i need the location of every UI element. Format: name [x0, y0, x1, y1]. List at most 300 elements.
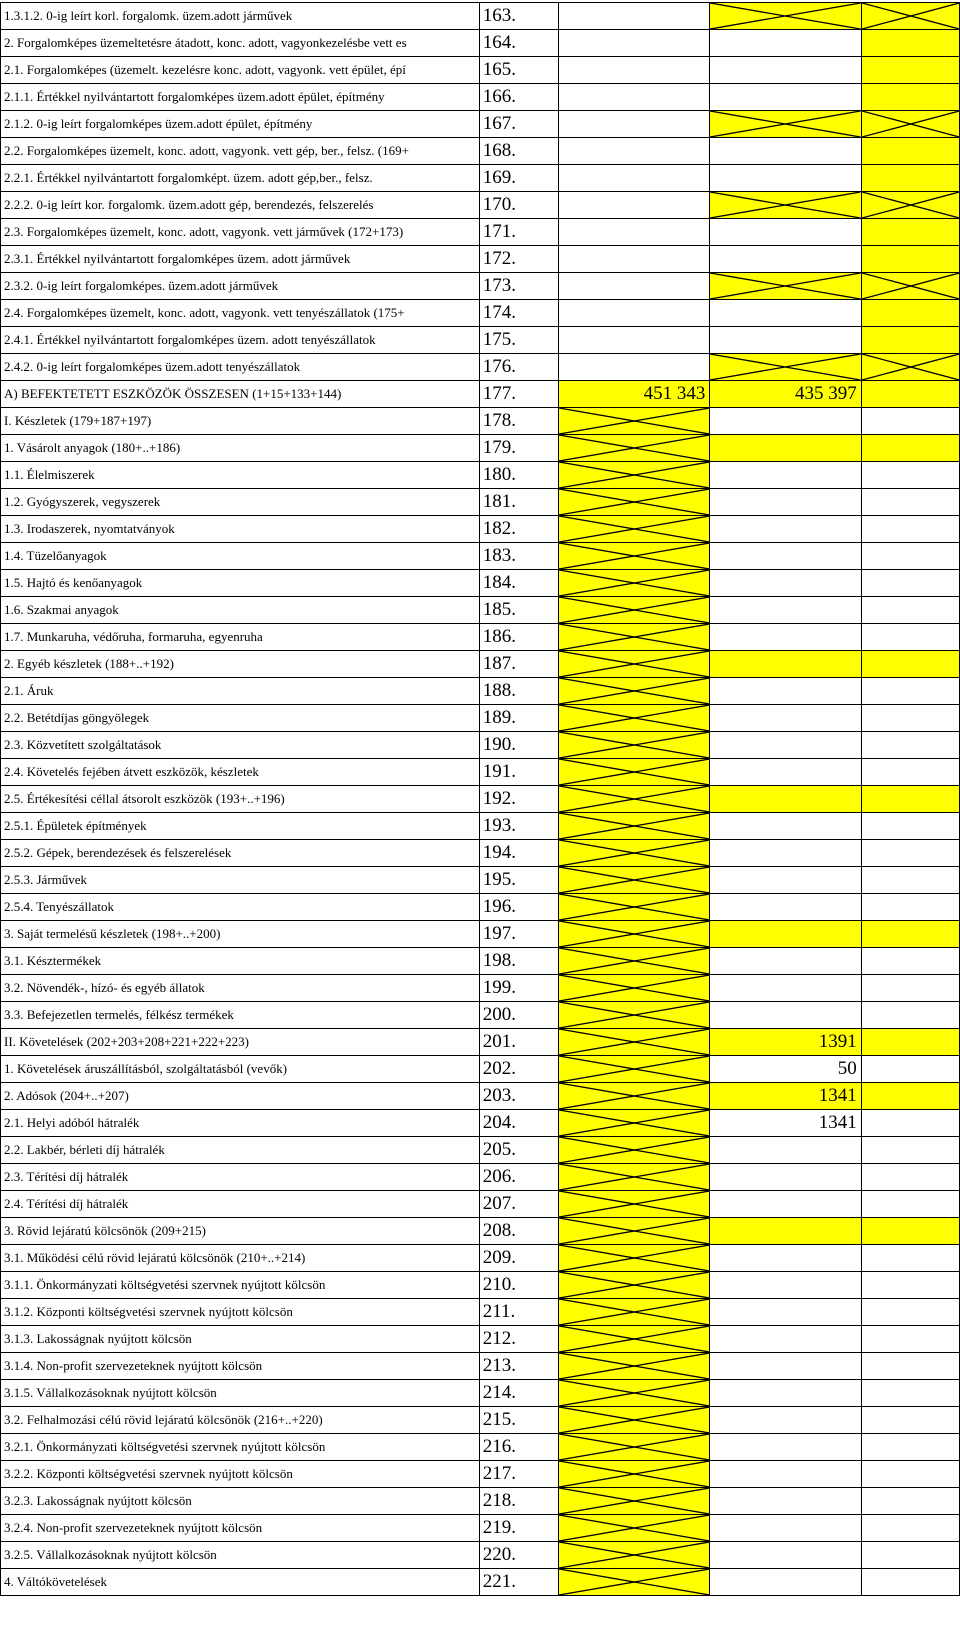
table-row: [1, 408, 960, 435]
row-number: 185.: [479, 597, 558, 624]
row-number: 189.: [479, 705, 558, 732]
value-cell-col2: [710, 1434, 861, 1461]
cross-out-icon: [559, 543, 709, 569]
row-label: 3.2. Felhalmozási célú rövid lejáratú kölcsönök (216+..+220): [1, 1407, 480, 1434]
table-row: [1, 354, 960, 381]
balance-sheet-table: [0, 2, 960, 1596]
value-cell-col1: [558, 273, 709, 300]
value-cell-col1: [558, 111, 709, 138]
value-cell-col3: [861, 1434, 959, 1461]
table-row: [1, 1191, 960, 1218]
value-cell-col2: [710, 57, 861, 84]
table-row: [1, 1272, 960, 1299]
table-row: [1, 813, 960, 840]
cross-out-icon: [559, 1110, 709, 1136]
row-number: 218.: [479, 1488, 558, 1515]
value-cell-col1: [558, 489, 709, 516]
value-cell-col2: [710, 705, 861, 732]
value-cell-col2: 1391: [710, 1029, 861, 1056]
row-label: 3.1.4. Non-profit szervezeteknek nyújtott kölcsön: [1, 1353, 480, 1380]
row-label: 2.2. Forgalomképes üzemelt, konc. adott, vagyonk. vett gép, ber., felsz. (169+: [1, 138, 480, 165]
cross-out-icon: [559, 840, 709, 866]
value-cell-col3: [861, 1002, 959, 1029]
row-number: 214.: [479, 1380, 558, 1407]
value-cell-col3: [861, 138, 959, 165]
value-cell-col1: [558, 867, 709, 894]
value-cell-col1: [558, 948, 709, 975]
value-cell-col3: [861, 651, 959, 678]
value-cell-col1: [558, 705, 709, 732]
row-number: 211.: [479, 1299, 558, 1326]
value-cell-col1: [558, 1083, 709, 1110]
table-row: [1, 1434, 960, 1461]
value-cell-col1: [558, 1002, 709, 1029]
cross-out-icon: [559, 1407, 709, 1433]
value-cell-col2: [710, 813, 861, 840]
value-cell-col2: [710, 1488, 861, 1515]
cross-out-icon: [559, 759, 709, 785]
value-cell-col3: [861, 1191, 959, 1218]
table-row: [1, 516, 960, 543]
value-cell-col3: [861, 1488, 959, 1515]
row-number: 164.: [479, 30, 558, 57]
value-cell-col1: [558, 1164, 709, 1191]
row-number: 208.: [479, 1218, 558, 1245]
value-cell-col3: [861, 840, 959, 867]
value-cell-col3: [861, 165, 959, 192]
value-cell-col2: [710, 354, 861, 381]
table-row: [1, 327, 960, 354]
cross-out-icon: [559, 1164, 709, 1190]
value-cell-col2: [710, 327, 861, 354]
cross-out-icon: [710, 3, 860, 29]
value-cell-col1: [558, 786, 709, 813]
value-cell-col3: [861, 489, 959, 516]
row-label: 2.4.2. 0-ig leírt forgalomképes üzem.adott tenyészállatok: [1, 354, 480, 381]
cross-out-icon: [559, 1083, 709, 1109]
value-cell-col1: [558, 678, 709, 705]
cross-out-icon: [559, 1191, 709, 1217]
row-label: I. Készletek (179+187+197): [1, 408, 480, 435]
cross-out-icon: [559, 732, 709, 758]
value-cell-col2: [710, 543, 861, 570]
cross-out-icon: [559, 1353, 709, 1379]
row-label: 3.2.1. Önkormányzati költségvetési szervnek nyújtott kölcsön: [1, 1434, 480, 1461]
cross-out-icon: [559, 408, 709, 434]
value-cell-col2: [710, 786, 861, 813]
cross-out-icon: [710, 111, 860, 137]
row-label: 1.3.1.2. 0-ig leírt korl. forgalomk. üzem.adott járművek: [1, 3, 480, 30]
row-label: 2.3.2. 0-ig leírt forgalomképes. üzem.adott járművek: [1, 273, 480, 300]
row-number: 168.: [479, 138, 558, 165]
row-label: 2.3.1. Értékkel nyilvántartott forgalomképes üzem. adott járművek: [1, 246, 480, 273]
cross-out-icon: [559, 1137, 709, 1163]
row-label: 2.2. Lakbér, bérleti díj hátralék: [1, 1137, 480, 1164]
cross-out-icon: [559, 1002, 709, 1028]
value-cell-col1: [558, 1542, 709, 1569]
value-cell-col1: [558, 624, 709, 651]
cross-out-icon: [559, 1029, 709, 1055]
value-cell-col1: [558, 1245, 709, 1272]
value-cell-col2: [710, 408, 861, 435]
value-cell-col2: [710, 462, 861, 489]
table-row: [1, 1326, 960, 1353]
value-cell-col1: [558, 732, 709, 759]
row-number: 171.: [479, 219, 558, 246]
row-label: 2.5.4. Tenyészállatok: [1, 894, 480, 921]
value-cell-col1: [558, 1326, 709, 1353]
value-cell-col3: [861, 813, 959, 840]
table-row: [1, 678, 960, 705]
row-label: 3.2.2. Központi költségvetési szervnek nyújtott kölcsön: [1, 1461, 480, 1488]
cross-out-icon: [559, 462, 709, 488]
row-number: 199.: [479, 975, 558, 1002]
value-cell-col1: [558, 435, 709, 462]
value-cell-col2: [710, 1272, 861, 1299]
table-row: [1, 57, 960, 84]
table-row: [1, 975, 960, 1002]
row-label: 1.5. Hajtó és kenőanyagok: [1, 570, 480, 597]
cross-out-icon: [559, 516, 709, 542]
table-row: [1, 867, 960, 894]
cross-out-icon: [559, 678, 709, 704]
row-number: 195.: [479, 867, 558, 894]
value-cell-col1: [558, 165, 709, 192]
table-row: [1, 435, 960, 462]
value-cell-col1: [558, 1515, 709, 1542]
cross-out-icon: [559, 624, 709, 650]
value-cell-col1: [558, 840, 709, 867]
value-cell-col1: [558, 516, 709, 543]
cross-out-icon: [559, 948, 709, 974]
value-cell-col3: [861, 948, 959, 975]
value-cell-col1: [558, 1137, 709, 1164]
row-number: 194.: [479, 840, 558, 867]
value-cell-col2: [710, 435, 861, 462]
value-cell-col3: [861, 84, 959, 111]
value-cell-col3: [861, 192, 959, 219]
value-cell-col1: [558, 327, 709, 354]
value-cell-col2: [710, 516, 861, 543]
table-row: [1, 1056, 960, 1083]
value-cell-col3: [861, 921, 959, 948]
cross-out-icon: [559, 1380, 709, 1406]
value-cell-col3: [861, 1515, 959, 1542]
value-cell-col3: [861, 1245, 959, 1272]
row-label: 2.2. Betétdíjas göngyölegek: [1, 705, 480, 732]
value-cell-col1: [558, 921, 709, 948]
row-label: 3.1.1. Önkormányzati költségvetési szervnek nyújtott kölcsön: [1, 1272, 480, 1299]
row-label: 2.1. Áruk: [1, 678, 480, 705]
table-row: [1, 1488, 960, 1515]
table-row: [1, 3, 960, 30]
row-number: 179.: [479, 435, 558, 462]
row-number: 174.: [479, 300, 558, 327]
value-cell-col1: [558, 597, 709, 624]
row-number: 204.: [479, 1110, 558, 1137]
value-cell-col2: [710, 3, 861, 30]
row-number: 176.: [479, 354, 558, 381]
row-label: 2.2.1. Értékkel nyilvántartott forgalomképt. üzem. adott gép,ber., felsz.: [1, 165, 480, 192]
value-cell-col1: [558, 1056, 709, 1083]
row-number: 217.: [479, 1461, 558, 1488]
row-number: 203.: [479, 1083, 558, 1110]
cross-out-icon: [559, 489, 709, 515]
row-label: 2.3. Forgalomképes üzemelt, konc. adott, vagyonk. vett járművek (172+173): [1, 219, 480, 246]
row-label: 2.1. Forgalomképes (üzemelt. kezelésre konc. adott, vagyonk. vett épület, épí: [1, 57, 480, 84]
value-cell-col2: [710, 138, 861, 165]
table-body: [1, 3, 960, 1596]
table-row: [1, 921, 960, 948]
value-cell-col3: [861, 408, 959, 435]
value-cell-col3: [861, 678, 959, 705]
row-label: 2.5. Értékesítési céllal átsorolt eszközök (193+..+196): [1, 786, 480, 813]
value-cell-col1: [558, 570, 709, 597]
cross-out-icon: [559, 1218, 709, 1244]
value-cell-col2: [710, 921, 861, 948]
value-cell-col1: [558, 1461, 709, 1488]
row-label: 3.3. Befejezetlen termelés, félkész termékek: [1, 1002, 480, 1029]
table-row: [1, 1245, 960, 1272]
value-cell-col2: [710, 30, 861, 57]
value-cell-col2: 1341: [710, 1110, 861, 1137]
value-cell-col1: [558, 219, 709, 246]
value-cell-col3: [861, 1083, 959, 1110]
value-cell-col3: [861, 327, 959, 354]
cross-out-icon: [559, 570, 709, 596]
table-row: [1, 894, 960, 921]
row-label: 3.1.3. Lakosságnak nyújtott kölcsön: [1, 1326, 480, 1353]
value-cell-col1: [558, 1218, 709, 1245]
value-cell-col3: [861, 759, 959, 786]
table-row: [1, 219, 960, 246]
value-cell-col2: [710, 894, 861, 921]
row-label: 2.3. Térítési díj hátralék: [1, 1164, 480, 1191]
value-cell-col3: [861, 975, 959, 1002]
value-cell-col2: [710, 192, 861, 219]
row-label: 2.1.2. 0-ig leírt forgalomképes üzem.adott épület, építmény: [1, 111, 480, 138]
value-cell-col1: [558, 1407, 709, 1434]
cross-out-icon: [862, 354, 959, 380]
cross-out-icon: [862, 273, 959, 299]
row-number: 213.: [479, 1353, 558, 1380]
value-cell-col1: [558, 1272, 709, 1299]
row-label: 2.5.2. Gépek, berendezések és felszerelések: [1, 840, 480, 867]
row-number: 197.: [479, 921, 558, 948]
row-label: 1.2. Gyógyszerek, vegyszerek: [1, 489, 480, 516]
value-cell-col1: [558, 462, 709, 489]
row-label: 2.5.3. Járművek: [1, 867, 480, 894]
row-label: 3.1. Késztermékek: [1, 948, 480, 975]
row-number: 178.: [479, 408, 558, 435]
row-label: 3.2.4. Non-profit szervezeteknek nyújtott kölcsön: [1, 1515, 480, 1542]
cross-out-icon: [559, 921, 709, 947]
value-cell-col1: [558, 1029, 709, 1056]
table-row: [1, 192, 960, 219]
value-cell-col2: [710, 1191, 861, 1218]
value-cell-col3: [861, 381, 959, 408]
value-cell-col2: [710, 948, 861, 975]
value-cell-col1: [558, 192, 709, 219]
cross-out-icon: [559, 867, 709, 893]
cross-out-icon: [559, 813, 709, 839]
value-cell-col3: [861, 1326, 959, 1353]
value-cell-col3: [861, 1029, 959, 1056]
value-cell-col1: [558, 30, 709, 57]
value-cell-col1: [558, 246, 709, 273]
value-cell-col3: [861, 111, 959, 138]
table-row: [1, 1299, 960, 1326]
value-cell-col2: [710, 219, 861, 246]
row-label: 2.1.1. Értékkel nyilvántartott forgalomképes üzem.adott épület, építmény: [1, 84, 480, 111]
table-row: [1, 705, 960, 732]
row-label: 3.2.3. Lakosságnak nyújtott kölcsön: [1, 1488, 480, 1515]
row-label: 1.3. Irodaszerek, nyomtatványok: [1, 516, 480, 543]
value-cell-col3: [861, 705, 959, 732]
row-number: 184.: [479, 570, 558, 597]
cross-out-icon: [559, 1245, 709, 1271]
value-cell-col2: [710, 1218, 861, 1245]
row-number: 219.: [479, 1515, 558, 1542]
value-cell-col3: [861, 1164, 959, 1191]
table-row: [1, 489, 960, 516]
value-cell-col1: [558, 57, 709, 84]
value-cell-col1: [558, 651, 709, 678]
row-number: 180.: [479, 462, 558, 489]
value-cell-col2: [710, 1245, 861, 1272]
value-cell-col2: [710, 1515, 861, 1542]
table-row: [1, 1137, 960, 1164]
value-cell-col2: [710, 1407, 861, 1434]
table-row: [1, 1218, 960, 1245]
value-cell-col2: [710, 84, 861, 111]
table-row: [1, 1029, 960, 1056]
table-row: [1, 246, 960, 273]
table-row: [1, 381, 960, 408]
value-cell-col1: [558, 813, 709, 840]
cross-out-icon: [559, 1272, 709, 1298]
row-label: 3. Rövid lejáratú kölcsönök (209+215): [1, 1218, 480, 1245]
table-row: [1, 111, 960, 138]
row-label: 1.6. Szakmai anyagok: [1, 597, 480, 624]
value-cell-col1: [558, 975, 709, 1002]
value-cell-col1: [558, 300, 709, 327]
row-number: 172.: [479, 246, 558, 273]
table-row: [1, 138, 960, 165]
value-cell-col3: [861, 624, 959, 651]
row-number: 173.: [479, 273, 558, 300]
value-cell-col2: 50: [710, 1056, 861, 1083]
table-row: [1, 1407, 960, 1434]
value-cell-col2: [710, 1353, 861, 1380]
table-row: [1, 165, 960, 192]
value-cell-col3: [861, 1407, 959, 1434]
value-cell-col2: [710, 1164, 861, 1191]
value-cell-col3: [861, 435, 959, 462]
value-cell-col3: [861, 57, 959, 84]
value-cell-col2: [710, 570, 861, 597]
value-cell-col2: [710, 597, 861, 624]
value-cell-col3: [861, 300, 959, 327]
value-cell-col1: 451 343: [558, 381, 709, 408]
table-row: [1, 1002, 960, 1029]
value-cell-col3: [861, 219, 959, 246]
cross-out-icon: [559, 597, 709, 623]
value-cell-col1: [558, 3, 709, 30]
value-cell-col3: [861, 732, 959, 759]
row-number: 200.: [479, 1002, 558, 1029]
row-label: 2. Adósok (204+..+207): [1, 1083, 480, 1110]
row-label: 3.1. Működési célú rövid lejáratú kölcsönök (210+..+214): [1, 1245, 480, 1272]
row-number: 215.: [479, 1407, 558, 1434]
cross-out-icon: [559, 1299, 709, 1325]
table-row: [1, 1569, 960, 1596]
value-cell-col2: [710, 273, 861, 300]
cross-out-icon: [559, 975, 709, 1001]
row-label: 2.3. Közvetített szolgáltatások: [1, 732, 480, 759]
row-label: 2.5.1. Épületek építmények: [1, 813, 480, 840]
value-cell-col1: [558, 759, 709, 786]
row-number: 221.: [479, 1569, 558, 1596]
value-cell-col2: [710, 1569, 861, 1596]
table-row: [1, 840, 960, 867]
value-cell-col1: [558, 1569, 709, 1596]
value-cell-col1: [558, 138, 709, 165]
value-cell-col3: [861, 1542, 959, 1569]
cross-out-icon: [559, 651, 709, 677]
value-cell-col2: [710, 867, 861, 894]
value-cell-col3: [861, 354, 959, 381]
cross-out-icon: [559, 1461, 709, 1487]
table-row: [1, 1542, 960, 1569]
value-cell-col1: [558, 1380, 709, 1407]
cross-out-icon: [710, 192, 860, 218]
row-label: 2.4. Követelés fejében átvett eszközök, készletek: [1, 759, 480, 786]
value-cell-col2: [710, 1542, 861, 1569]
table-row: [1, 786, 960, 813]
row-number: 170.: [479, 192, 558, 219]
row-label: 2.4. Térítési díj hátralék: [1, 1191, 480, 1218]
value-cell-col1: [558, 1110, 709, 1137]
value-cell-col1: [558, 543, 709, 570]
row-number: 166.: [479, 84, 558, 111]
row-number: 190.: [479, 732, 558, 759]
table-row: [1, 624, 960, 651]
value-cell-col2: [710, 111, 861, 138]
value-cell-col3: [861, 1569, 959, 1596]
table-row: [1, 759, 960, 786]
table-row: [1, 462, 960, 489]
row-label: 2.4.1. Értékkel nyilvántartott forgalomképes üzem. adott tenyészállatok: [1, 327, 480, 354]
table-row: [1, 1380, 960, 1407]
table-row: [1, 543, 960, 570]
value-cell-col3: [861, 273, 959, 300]
row-number: 181.: [479, 489, 558, 516]
row-label: 3. Saját termelésű készletek (198+..+200): [1, 921, 480, 948]
row-label: 2.2.2. 0-ig leírt kor. forgalomk. üzem.adott gép, berendezés, felszerelés: [1, 192, 480, 219]
value-cell-col2: [710, 300, 861, 327]
cross-out-icon: [862, 3, 959, 29]
value-cell-col2: [710, 246, 861, 273]
value-cell-col2: [710, 651, 861, 678]
value-cell-col2: [710, 1002, 861, 1029]
value-cell-col3: [861, 786, 959, 813]
row-number: 163.: [479, 3, 558, 30]
value-cell-col3: [861, 1056, 959, 1083]
value-cell-col3: [861, 516, 959, 543]
row-number: 205.: [479, 1137, 558, 1164]
value-cell-col1: [558, 1488, 709, 1515]
